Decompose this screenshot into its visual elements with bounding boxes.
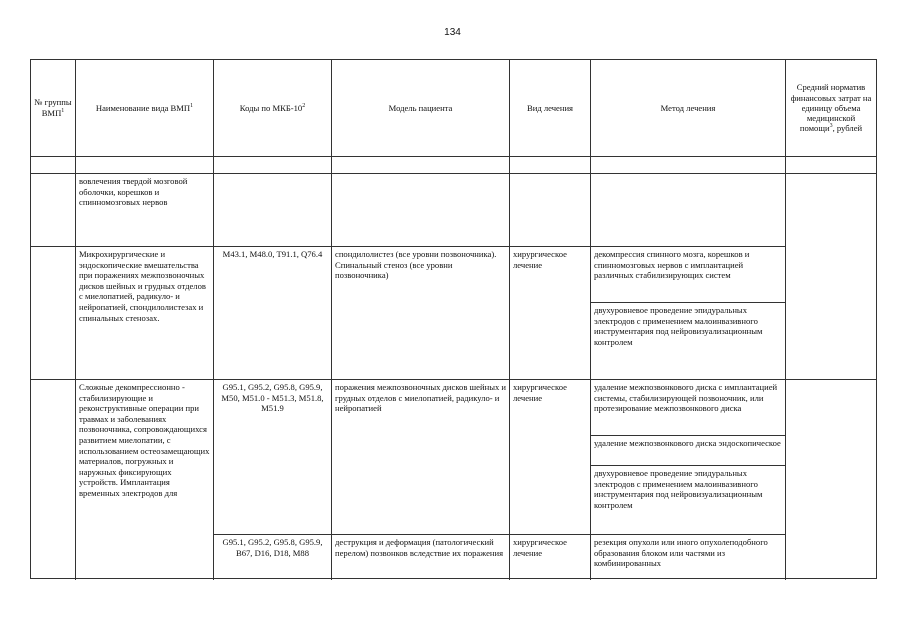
cost-cell [786, 380, 876, 580]
vmp-name-cell: Микрохирургические и эндоскопические вмешательства при поражениях межпозвоночных дисков шейных и грудных отделов с миелопатией, радикуло- и нейропатией, спондилолистезах и спинальных стенозах. [76, 247, 214, 380]
group-number-cell [31, 247, 76, 380]
treatment-method-cell: резекция опухоли или иного опухолеподобного образования блоком или частями из комбинированных [591, 535, 786, 580]
patient-model-cell: спондилолистез (все уровни позвоночника). Спинальный стеноз (все уровни позвоночника) [332, 247, 510, 380]
treatment-method-cell: двухуровневое проведение эпидуральных электродов с применением малоинвазивного инструментария под нейровизуализационным контролем [591, 303, 786, 380]
treatment-type-cell: хирургическое лечение [510, 380, 591, 535]
treatment-type-cell: хирургическое лечение [510, 247, 591, 380]
treatment-method-cell: удаление межпозвонкового диска эндоскопическое [591, 436, 786, 466]
header-name: Наименование вида ВМП$^1$ [76, 60, 214, 157]
empty-row-cell [786, 157, 876, 174]
treatment-method-cell: декомпрессия спинного мозга, корешков и спинномозговых нервов с имплантацией различных стабилизирующих систем [591, 247, 786, 303]
empty-row-cell [76, 157, 214, 174]
group-number-cell [31, 174, 76, 247]
treatment-method-cell: удаление межпозвонкового диска с имплантацией системы, стабилизирующей позвоночник, или протезирование межпозвонкового диска [591, 380, 786, 436]
header-group-number: № группы ВМП$^1$ [31, 60, 76, 157]
group-number-cell [31, 380, 76, 580]
treatment-type-cell: хирургическое лечение [510, 535, 591, 580]
header-cost: Средний норматив финансовых затрат на единицу объема медицинской помощи$^3$, рублей [786, 60, 876, 157]
continuation-name-cell: вовлечения твердой мозговой оболочки, корешков и спинномозговых нервов [76, 174, 214, 247]
empty-row-cell [591, 157, 786, 174]
header-treatment-type: Вид лечения [510, 60, 591, 157]
method-cell [591, 174, 786, 247]
empty-row-cell [332, 157, 510, 174]
document-table [30, 59, 877, 579]
cost-cell [786, 174, 876, 380]
patient-model-cell: деструкция и деформация (патологический перелом) позвонков вследствие их поражения [332, 535, 510, 580]
header-icd-codes: Коды по МКБ-$10^2$ [214, 60, 332, 157]
icd-codes-cell: G95.1, G95.2, G95.8, G95.9, B67, D16, D18, M88 [214, 535, 332, 580]
empty-row-cell [31, 157, 76, 174]
empty-row-cell [214, 157, 332, 174]
icd-cell [214, 174, 332, 247]
patient-model-cell [332, 174, 510, 247]
patient-model-cell: поражения межпозвоночных дисков шейных и грудных отделов с миелопатией, радикуло- и нейропатией [332, 380, 510, 535]
header-patient-model: Модель пациента [332, 60, 510, 157]
treatment-type-cell [510, 174, 591, 247]
icd-codes-cell: M43.1, M48.0, T91.1, Q76.4 [214, 247, 332, 380]
icd-codes-cell: G95.1, G95.2, G95.8, G95.9, M50, M51.0 - M51.3, M51.8, M51.9 [214, 380, 332, 535]
page-number: 134 [444, 27, 461, 38]
vmp-name-cell: Сложные декомпрессионно - стабилизирующие и реконструктивные операции при травмах и заболеваниях позвоночника, сопровождающихся развитием миелопатии, с использованием остеозамещающих материалов, погружных и наружных фиксирующих устройств. Имплантация временных электродов для [76, 380, 214, 580]
empty-row-cell [510, 157, 591, 174]
header-treatment-method: Метод лечения [591, 60, 786, 157]
treatment-method-cell: двухуровневое проведение эпидуральных электродов с применением малоинвазивного инструментария под нейровизуализационным контролем [591, 466, 786, 535]
